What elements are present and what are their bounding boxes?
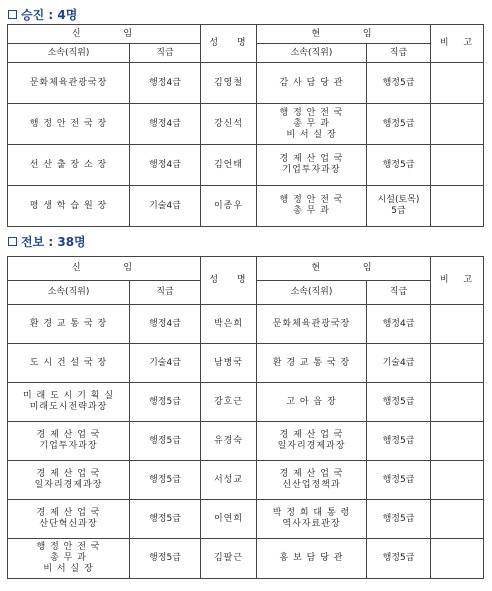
header-name: 성 명 <box>201 25 257 63</box>
cur-dept-cell: 경 제 산 업 국 신산업정책과 <box>257 461 367 500</box>
new-dept-cell: 평 생 학 습 원 장 <box>8 186 130 227</box>
transfer-section-title <box>8 233 86 250</box>
header-cur-dept: 소속(직위) <box>257 281 367 305</box>
new-grade-cell: 행정4급 <box>130 305 201 344</box>
note-cell <box>431 104 484 145</box>
new-grade-cell: 행정4급 <box>130 63 201 104</box>
new-grade-cell: 행정5급 <box>130 539 201 579</box>
note-cell <box>431 145 484 186</box>
header-cur-grade: 직급 <box>367 281 431 305</box>
note-cell <box>431 539 484 579</box>
table-row <box>8 186 484 227</box>
person-name: 강호근 <box>201 383 257 422</box>
cur-grade-cell: 행정5급 <box>367 383 431 422</box>
new-dept-cell: 행 정 안 전 국 총 무 과 비 서 실 장 <box>8 539 130 579</box>
person-name: 이연희 <box>201 500 257 539</box>
new-grade-cell: 행정5급 <box>130 461 201 500</box>
cur-grade-cell: 행정4급 <box>367 305 431 344</box>
person-name: 김영철 <box>201 63 257 104</box>
cur-grade-cell: 행정5급 <box>367 104 431 145</box>
header-new-dept: 소속(직위) <box>8 44 130 63</box>
cur-dept-cell: 고 아 읍 장 <box>257 383 367 422</box>
new-grade-cell: 행정5급 <box>130 500 201 539</box>
header-cur-dept: 소속(직위) <box>257 44 367 63</box>
new-dept-cell: 선 산 출 장 소 장 <box>8 145 130 186</box>
note-cell <box>431 63 484 104</box>
new-grade-cell: 기술4급 <box>130 186 201 227</box>
cur-grade-cell: 행정5급 <box>367 422 431 461</box>
header-note: 비 고 <box>431 25 484 63</box>
new-dept-cell: 경 제 산 업 국 일자리경제과장 <box>8 461 130 500</box>
cur-dept-cell: 감 사 담 당 관 <box>257 63 367 104</box>
person-name: 서성교 <box>201 461 257 500</box>
new-dept-cell: 도 시 건 설 국 장 <box>8 344 130 383</box>
cur-grade-cell: 시설(토목) 5급 <box>367 186 431 227</box>
checkbox-icon <box>8 237 17 246</box>
cur-dept-cell: 경 제 산 업 국 기업투자과장 <box>257 145 367 186</box>
table-row <box>8 539 484 579</box>
table-row <box>8 104 484 145</box>
table-row <box>8 63 484 104</box>
person-name: 남병국 <box>201 344 257 383</box>
cur-grade-cell: 행정5급 <box>367 461 431 500</box>
new-grade-cell: 행정5급 <box>130 422 201 461</box>
new-grade-cell: 행정4급 <box>130 104 201 145</box>
new-dept-cell: 경 제 산 업 국 기업투자과장 <box>8 422 130 461</box>
transfer-table <box>7 256 484 579</box>
person-name: 김팔근 <box>201 539 257 579</box>
table-row <box>8 383 484 422</box>
table-row <box>8 344 484 383</box>
header-current-post: 현 임 <box>257 25 431 44</box>
cur-grade-cell: 기술4급 <box>367 344 431 383</box>
header-current-post: 현 임 <box>257 257 431 281</box>
person-name: 박은희 <box>201 305 257 344</box>
table-row <box>8 305 484 344</box>
new-grade-cell: 행정4급 <box>130 145 201 186</box>
header-new-grade: 직급 <box>130 281 201 305</box>
note-cell <box>431 305 484 344</box>
note-cell <box>431 186 484 227</box>
note-cell <box>431 500 484 539</box>
note-cell <box>431 383 484 422</box>
person-name: 이종우 <box>201 186 257 227</box>
cur-dept-cell: 박 정 희 대 통 령 역사자료관장 <box>257 500 367 539</box>
header-new-dept: 소속(직위) <box>8 281 130 305</box>
person-name: 유경숙 <box>201 422 257 461</box>
cur-dept-cell: 행 정 안 전 국 총 무 과 비 서 실 장 <box>257 104 367 145</box>
header-new-post: 신 임 <box>8 25 201 44</box>
header-name: 성 명 <box>201 257 257 305</box>
cur-dept-cell: 홍 보 담 당 관 <box>257 539 367 579</box>
cur-grade-cell: 행정5급 <box>367 539 431 579</box>
transfer-title-text: 전보 : 38명 <box>21 235 86 249</box>
note-cell <box>431 461 484 500</box>
promotion-table <box>7 24 484 227</box>
cur-grade-cell: 행정5급 <box>367 145 431 186</box>
cur-dept-cell: 환 경 교 통 국 장 <box>257 344 367 383</box>
new-dept-cell: 경 제 산 업 국 산단혁신과장 <box>8 500 130 539</box>
new-dept-cell: 미 래 도 시 기 획 실 미래도시전략과장 <box>8 383 130 422</box>
new-grade-cell: 행정5급 <box>130 383 201 422</box>
promotion-section-title <box>8 6 77 23</box>
table-row <box>8 461 484 500</box>
header-cur-grade: 직급 <box>367 44 431 63</box>
person-name: 강신석 <box>201 104 257 145</box>
cur-grade-cell: 행정5급 <box>367 63 431 104</box>
promotion-title-text: 승진 : 4명 <box>21 8 78 22</box>
table-row <box>8 422 484 461</box>
table-row <box>8 500 484 539</box>
table-row <box>8 145 484 186</box>
note-cell <box>431 422 484 461</box>
new-dept-cell: 행 정 안 전 국 장 <box>8 104 130 145</box>
header-new-grade: 직급 <box>130 44 201 63</box>
person-name: 김언태 <box>201 145 257 186</box>
header-note: 비 고 <box>431 257 484 305</box>
note-cell <box>431 344 484 383</box>
new-grade-cell: 기술4급 <box>130 344 201 383</box>
cur-dept-cell: 행 정 안 전 국 총 무 과 <box>257 186 367 227</box>
cur-dept-cell: 경 제 산 업 국 일자리경제과장 <box>257 422 367 461</box>
new-dept-cell: 문화체육관광국장 <box>8 63 130 104</box>
new-dept-cell: 환 경 교 통 국 장 <box>8 305 130 344</box>
header-new-post: 신 임 <box>8 257 201 281</box>
checkbox-icon <box>8 10 17 19</box>
cur-dept-cell: 문화체육관광국장 <box>257 305 367 344</box>
cur-grade-cell: 행정5급 <box>367 500 431 539</box>
